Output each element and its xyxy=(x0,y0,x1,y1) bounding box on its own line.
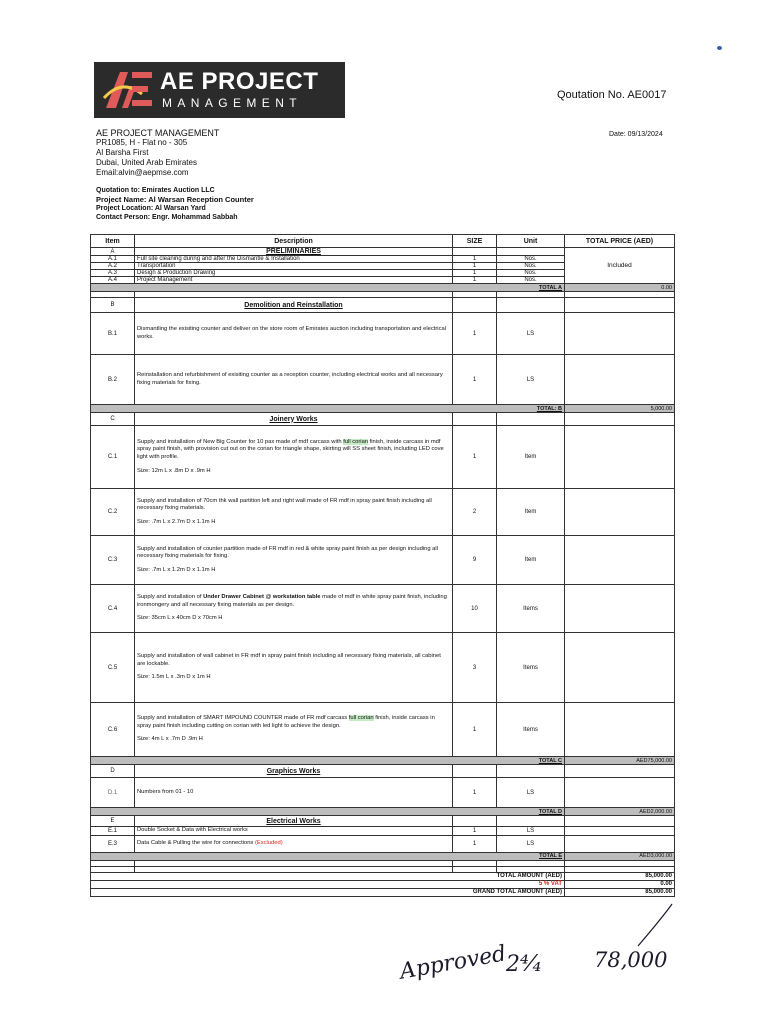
quotation-table xyxy=(90,234,675,897)
company-logo xyxy=(94,62,345,118)
included-note: Included xyxy=(565,248,675,284)
item-unit: Nos. xyxy=(497,270,565,277)
item-unit: Nos. xyxy=(497,256,565,263)
table-header-row xyxy=(91,235,675,248)
item-unit: Items xyxy=(497,585,565,633)
highlight: full corian xyxy=(343,438,369,445)
quotation-number: Qoutation No. AE0017 xyxy=(557,89,667,101)
header-size: SIZE xyxy=(453,235,497,248)
item-unit: Item xyxy=(497,489,565,536)
section-title: Electrical Works xyxy=(135,816,453,827)
table-row xyxy=(91,703,675,757)
item-description: Numbers from 01 - 10 xyxy=(135,778,453,808)
table-row xyxy=(91,426,675,489)
section-title: Graphics Works xyxy=(135,765,453,778)
item-description: Supply and installation of wall cabinet in FR mdf in spray paint finish including all necessary fixing materials, all cabinet are lockable. Size: 1.5m L x .3m D x 1m H xyxy=(135,633,453,703)
address-line: PR1085, H - Flat no - 305 xyxy=(96,138,188,147)
total-label: TOTAL: B xyxy=(91,405,565,413)
total-value: 0.00 xyxy=(565,284,675,292)
project-info xyxy=(96,186,254,222)
item-description: Dismantling the exisiting counter and deliver on the store room of Emirates auction including transportation and electrical works. xyxy=(135,313,453,355)
item-code: C.1 xyxy=(91,426,135,489)
item-code: A.4 xyxy=(91,277,135,284)
section-total-row xyxy=(91,405,675,413)
handwritten-signature: 2⁴⁄₄ xyxy=(506,952,542,977)
company-address xyxy=(96,128,219,178)
total-value: 5,000.00 xyxy=(565,405,675,413)
table-row xyxy=(91,355,675,405)
handwritten-approved: Approved xyxy=(398,941,509,985)
company-email: Email:alvin@aepmse.com xyxy=(96,168,189,177)
section-header-row xyxy=(91,413,675,426)
item-code: C.3 xyxy=(91,536,135,585)
highlight: full corian xyxy=(348,715,374,722)
grand-total-row xyxy=(91,888,675,896)
total-amount-label: TOTAL AMOUNT (AED) xyxy=(91,872,565,880)
item-size: 1 xyxy=(453,827,497,836)
total-amount-row xyxy=(91,872,675,880)
item-code: A.3 xyxy=(91,270,135,277)
item-dimensions: Size: .7m L x 2.7m D x 1.1m H xyxy=(137,518,216,525)
section-code: B xyxy=(91,298,135,313)
item-unit: LS xyxy=(497,778,565,808)
item-size: 1 xyxy=(453,703,497,757)
item-code: C.5 xyxy=(91,633,135,703)
vat-value: 0.00 xyxy=(565,880,675,888)
item-size: 1 xyxy=(453,313,497,355)
header-unit: Unit xyxy=(497,235,565,248)
item-size: 1 xyxy=(453,263,497,270)
logo-subtitle: MANAGEMENT xyxy=(162,96,303,110)
total-value: AED3,000.00 xyxy=(565,852,675,860)
item-code: A.2 xyxy=(91,263,135,270)
item-description: Design & Production Drawing xyxy=(135,270,453,277)
item-unit: Nos. xyxy=(497,277,565,284)
section-header-row xyxy=(91,816,675,827)
vat-row xyxy=(91,880,675,888)
project-location: Project Location: Al Warsan Yard xyxy=(96,205,206,212)
item-code: D.1 xyxy=(91,778,135,808)
item-description: Reinstallation and refurbishment of exisiting counter as a reception counter, including electrical works and all necessary fixing materials for fixing. xyxy=(135,355,453,405)
item-description: Supply and installation of SMART IMPOUND COUNTER made of FR mdf carcass full corian finish, inside carcass in spray paint finish including cutting on corian with led light to achieve the design. Size: 4m L x .7m D .9m H xyxy=(135,703,453,757)
header-description: Description xyxy=(135,235,453,248)
header-total-price: TOTAL PRICE (AED) xyxy=(565,235,675,248)
excluded-note: (Excluded) xyxy=(254,839,283,846)
total-label: TOTAL D xyxy=(91,808,565,816)
section-title: PRELIMINARIES xyxy=(135,248,453,256)
item-unit: LS xyxy=(497,835,565,852)
item-size: 1 xyxy=(453,355,497,405)
item-size: 9 xyxy=(453,536,497,585)
item-size: 1 xyxy=(453,277,497,284)
address-line: Dubai, United Arab Emirates xyxy=(96,158,197,167)
item-size: 1 xyxy=(453,835,497,852)
item-description: Transportation xyxy=(135,263,453,270)
item-description: Supply and installation of New Big Counter for 10 pax made of mdf carcass with full corian finish, inside carcass in mdf spray paint finish, with provision cut out on the corian for triangle shape, skirting will SS sheet finish, including LED cove light with profile. Size: 12m L x .8m D x .9m H xyxy=(135,426,453,489)
section-header-row xyxy=(91,248,675,256)
project-name: Project Name: Al Warsan Reception Counter xyxy=(96,195,254,204)
section-header-row xyxy=(91,298,675,313)
quotation-to: Quotation to: Emirates Auction LLC xyxy=(96,187,215,194)
item-description: Double Socket & Data with Electrical works xyxy=(135,827,453,836)
section-total-row xyxy=(91,808,675,816)
total-label: TOTAL C xyxy=(91,757,565,765)
logo-title: AE PROJECT xyxy=(160,68,319,95)
item-code: C.6 xyxy=(91,703,135,757)
item-code: B.1 xyxy=(91,313,135,355)
vat-label: 5 % VAT xyxy=(91,880,565,888)
total-value: AED2,000.00 xyxy=(565,808,675,816)
ae-logo-icon xyxy=(102,68,154,110)
handwritten-strike-icon xyxy=(628,900,676,950)
table-row xyxy=(91,835,675,852)
grand-total-label: GRAND TOTAL AMOUNT (AED) xyxy=(91,888,565,896)
table-row xyxy=(91,313,675,355)
item-size: 1 xyxy=(453,256,497,263)
item-dimensions: Size: .7m L x 1.2m D x 1.1m H xyxy=(137,566,216,573)
section-total-row xyxy=(91,757,675,765)
item-size: 10 xyxy=(453,585,497,633)
total-amount-value: 85,000.00 xyxy=(565,872,675,880)
item-unit: Item xyxy=(497,536,565,585)
item-dimensions: Size: 4m L x .7m D .9m H xyxy=(137,736,203,743)
table-row xyxy=(91,633,675,703)
table-row xyxy=(91,778,675,808)
section-code: E xyxy=(91,816,135,827)
item-code: C.2 xyxy=(91,489,135,536)
item-unit: LS xyxy=(497,355,565,405)
item-code: A.1 xyxy=(91,256,135,263)
item-unit: LS xyxy=(497,827,565,836)
item-description: Supply and installation of Under Drawer Cabinet @ workstation table made of mdf in white spray paint finish, including ironmongery and all necessary fixing materials as per design. Size: 35cm L x 40cm D x 70cm H xyxy=(135,585,453,633)
section-title: Demolition and Reinstallation xyxy=(135,298,453,313)
section-code: D xyxy=(91,765,135,778)
item-description: Project Management xyxy=(135,277,453,284)
item-description: Full site cleaning during and after the Dismantle & Installation xyxy=(135,256,453,263)
item-description: Data Cable & Pulling the wire for connections (Excluded) xyxy=(135,835,453,852)
total-label: TOTAL A xyxy=(91,284,565,292)
item-description: Supply and installation of 70cm thk wall partition left and right wall made of FR mdf in spray paint finish including all necessary fixing materials. Size: .7m L x 2.7m D x 1.1m H xyxy=(135,489,453,536)
quotation-date: Date: 09/13/2024 xyxy=(609,131,663,138)
item-description: Supply and installation of counter partition made of FR mdf in red & white spray paint finish as per design including all necessary fixing materials for fixing. Size: .7m L x 1.2m D x 1.1m H xyxy=(135,536,453,585)
item-size: 1 xyxy=(453,778,497,808)
address-line: Al Barsha First xyxy=(96,148,149,157)
grand-total-value: 85,000.00 xyxy=(565,888,675,896)
section-code: A xyxy=(91,248,135,256)
item-code: E.3 xyxy=(91,835,135,852)
table-row xyxy=(91,585,675,633)
bold-phrase: Under Drawer Cabinet @ workstation table xyxy=(203,594,321,601)
item-dimensions: Size: 35cm L x 40cm D x 70cm H xyxy=(137,615,223,622)
item-code: C.4 xyxy=(91,585,135,633)
section-title: Joinery Works xyxy=(135,413,453,426)
item-unit: Items xyxy=(497,703,565,757)
section-header-row xyxy=(91,765,675,778)
item-code: E.1 xyxy=(91,827,135,836)
section-total-row xyxy=(91,284,675,292)
item-size: 2 xyxy=(453,489,497,536)
total-label: TOTAL E xyxy=(91,852,565,860)
ink-dot xyxy=(717,46,722,50)
company-name: AE PROJECT MANAGEMENT xyxy=(96,128,220,138)
table-row xyxy=(91,489,675,536)
item-size: 1 xyxy=(453,270,497,277)
item-dimensions: Size: 12m L x .8m D x .9m H xyxy=(137,467,211,474)
item-unit: Nos. xyxy=(497,263,565,270)
item-dimensions: Size: 1.5m L x .3m D x 1m H xyxy=(137,674,211,681)
table-row xyxy=(91,827,675,836)
total-value: AED75,000.00 xyxy=(565,757,675,765)
section-code: C xyxy=(91,413,135,426)
item-unit: Items xyxy=(497,633,565,703)
item-size: 3 xyxy=(453,633,497,703)
contact-person: Contact Person: Engr. Mohammad Sabbah xyxy=(96,214,238,221)
item-unit: Item xyxy=(497,426,565,489)
handwritten-amount: 78,000 xyxy=(594,948,668,972)
header-item: Item xyxy=(91,235,135,248)
table-row xyxy=(91,536,675,585)
item-size: 1 xyxy=(453,426,497,489)
section-total-row xyxy=(91,852,675,860)
item-code: B.2 xyxy=(91,355,135,405)
item-unit: LS xyxy=(497,313,565,355)
